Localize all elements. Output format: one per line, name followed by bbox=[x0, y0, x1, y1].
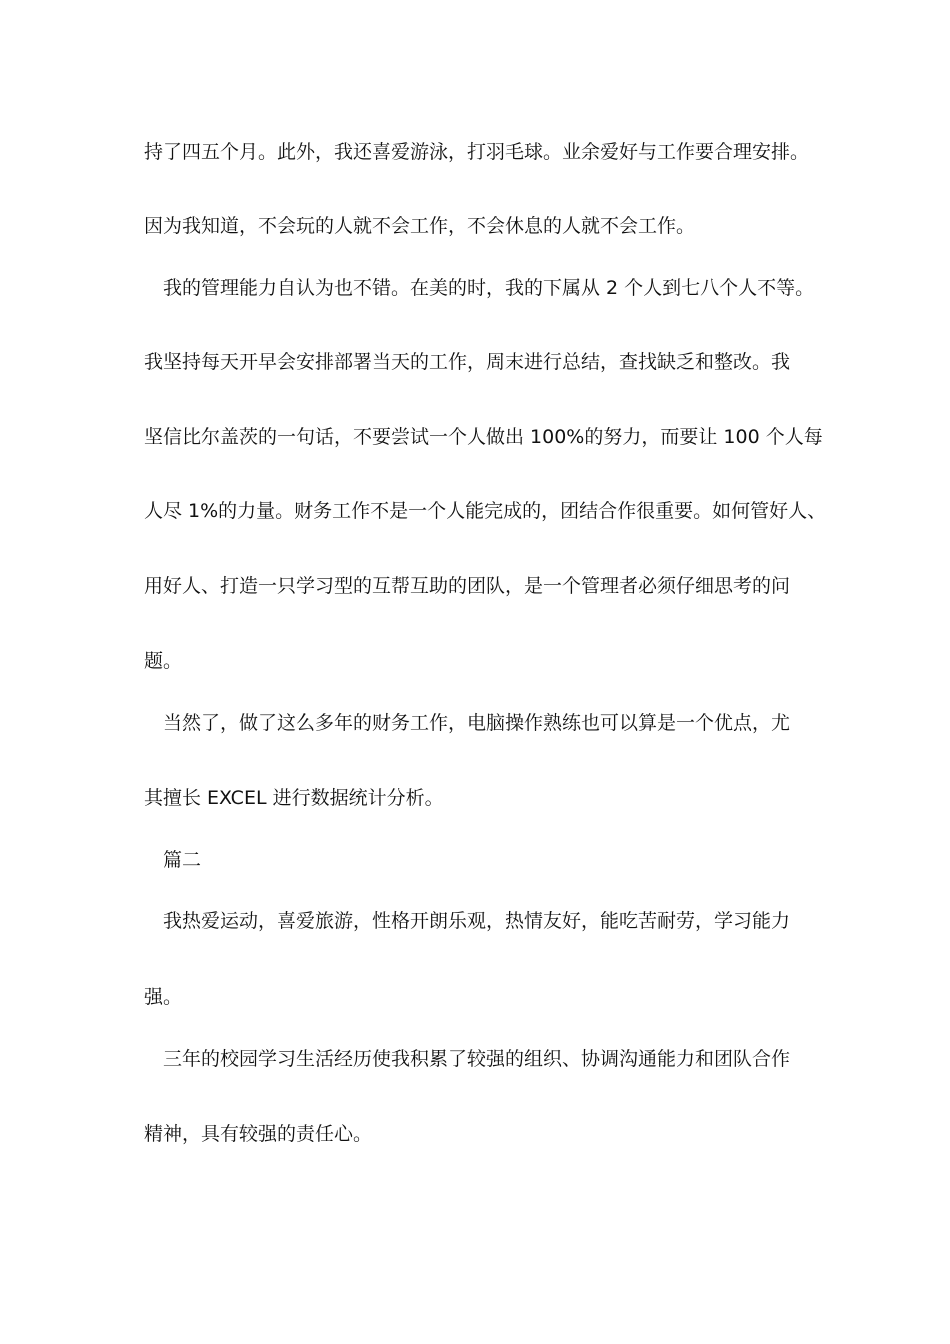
text-line: 持了四五个月。此外，我还喜爱游泳，打羽毛球。业余爱好与工作要合理安排。 bbox=[144, 141, 810, 163]
text-line: 题。 bbox=[144, 650, 183, 672]
text-line: 强。 bbox=[144, 986, 183, 1008]
paragraph-start-line: 我热爱运动，喜爱旅游，性格开朗乐观，热情友好，能吃苦耐劳，学习能力 bbox=[163, 910, 791, 932]
paragraph-start-line: 三年的校园学习生活经历使我积累了较强的组织、协调沟通能力和团队合作 bbox=[163, 1048, 791, 1070]
section-heading: 篇二 bbox=[163, 849, 202, 871]
text-line: 因为我知道，不会玩的人就不会工作，不会休息的人就不会工作。 bbox=[144, 215, 696, 237]
text-line: 其擅长 EXCEL 进行数据统计分析。 bbox=[144, 787, 444, 809]
text-line: 坚信比尔盖茨的一句话，不要尝试一个人做出 100%的努力，而要让 100 个人每 bbox=[144, 426, 823, 448]
text-line: 我坚持每天开早会安排部署当天的工作，周末进行总结，查找缺乏和整改。我 bbox=[144, 351, 791, 373]
text-line: 精神，具有较强的责任心。 bbox=[144, 1123, 373, 1145]
text-line: 用好人、打造一只学习型的互帮互助的团队，是一个管理者必须仔细思考的问 bbox=[144, 575, 791, 597]
paragraph-start-line: 我的管理能力自认为也不错。在美的时，我的下属从 2 个人到七八个人不等。 bbox=[163, 277, 815, 299]
paragraph-start-line: 当然了，做了这么多年的财务工作，电脑操作熟练也可以算是一个优点，尤 bbox=[163, 712, 791, 734]
text-line: 人尽 1%的力量。财务工作不是一个人能完成的，团结合作很重要。如何管好人、 bbox=[144, 500, 827, 522]
